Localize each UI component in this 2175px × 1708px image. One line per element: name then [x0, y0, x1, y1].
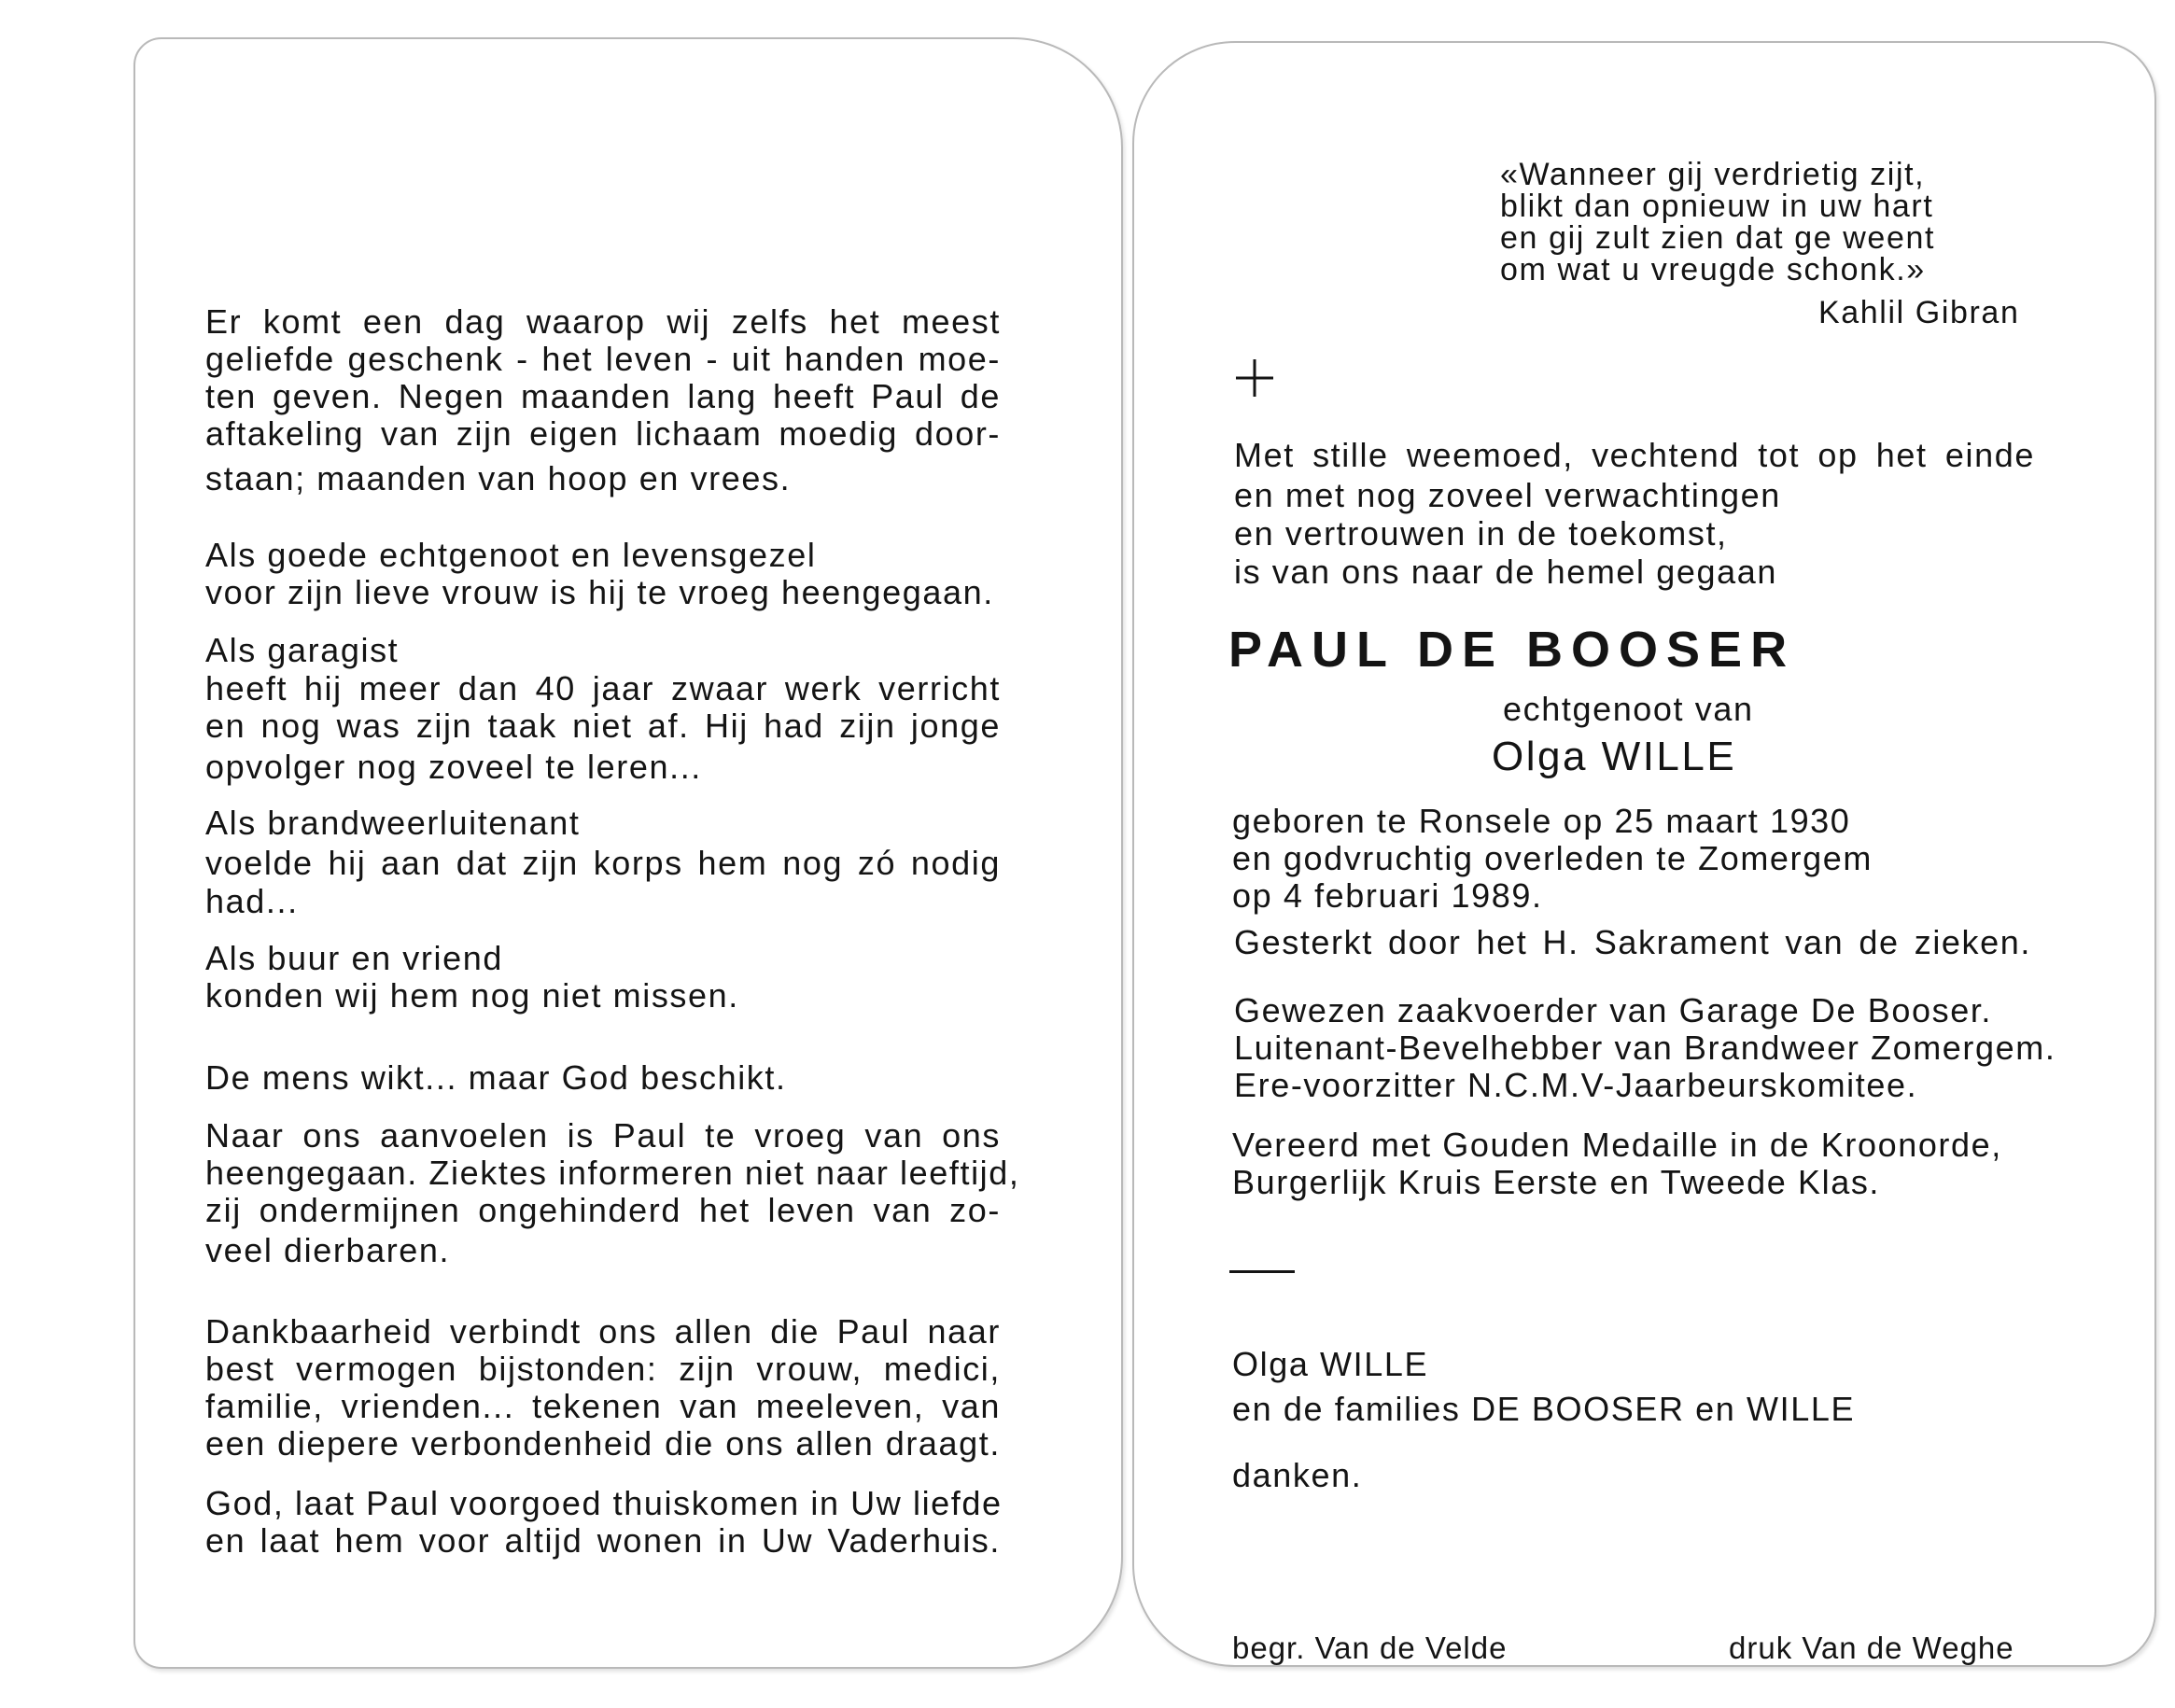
- text-line: is van ons naar de hemel gegaan: [1234, 553, 1777, 591]
- text-line: had...: [205, 882, 299, 920]
- text-line: Er komt een dag waarop wij zelfs het meest: [205, 302, 1001, 341]
- text-line: en gij zult zien dat ge weent: [1500, 220, 1936, 256]
- text-line: Als garagist: [205, 631, 400, 669]
- family-signature-1: Olga WILLE: [1232, 1345, 1429, 1383]
- paragraph-gratitude: [205, 1313, 1001, 1463]
- intro-text: [1234, 476, 1781, 591]
- cross-icon: [1234, 357, 1275, 399]
- honors-list: [1232, 1127, 2002, 1201]
- paragraph-neighbour: [205, 940, 739, 1015]
- text-line: God, laat Paul voorgoed thuiskomen in Uw liefde: [205, 1484, 1003, 1522]
- paragraph-firefighter: [205, 845, 1001, 882]
- text-line: best vermogen bijstonden: zijn vrouw, medici,: [205, 1350, 1001, 1388]
- spouse-name: Olga WILLE: [1492, 734, 1737, 779]
- roles-list: [1234, 992, 2056, 1104]
- text-line: en godvruchtig overleden te Zomergem: [1232, 839, 1873, 877]
- family-signature-2: en de families DE BOOSER en WILLE: [1232, 1390, 1856, 1428]
- paragraph-illness: [205, 303, 1001, 453]
- text-line: een diepere verbondenheid die ons allen draagt.: [205, 1424, 1001, 1463]
- paragraph-garagist: [205, 670, 1001, 745]
- text-line: Dankbaarheid verbindt ons allen die Paul naar: [205, 1312, 1001, 1351]
- text-line: Ere-voorzitter N.C.M.V-Jaarbeurskomitee.: [1234, 1066, 1918, 1104]
- text-line: «Wanneer gij verdrietig zijt,: [1500, 157, 1926, 192]
- paragraph-early-death: [205, 1116, 1020, 1229]
- paragraph-prayer: [205, 1485, 1001, 1560]
- text-line: en laat hem voor altijd wonen in Uw Vaderhuis.: [205, 1521, 1001, 1560]
- text-line: en met nog zoveel verwachtingen: [1234, 476, 1781, 514]
- text-line: en nog was zijn taak niet af. Hij had zijn jonge: [205, 707, 1001, 745]
- text-line: geboren te Ronsele op 25 maart 1930: [1232, 802, 1851, 840]
- text-line: Met stille weemoed, vechtend tot op het einde: [1234, 436, 2035, 474]
- undertaker-credit: begr. Van de Velde: [1232, 1631, 1508, 1665]
- text-line: staan; maanden van hoop en vrees.: [205, 459, 792, 497]
- text-line: Burgerlijk Kruis Eerste en Tweede Klas.: [1232, 1163, 1881, 1201]
- text-line: Gewezen zaakvoerder van Garage De Booser.: [1234, 991, 1993, 1029]
- life-dates: [1232, 803, 1873, 915]
- text-line: konden wij hem nog niet missen.: [205, 976, 739, 1015]
- spouse-label: echtgenoot van: [1503, 690, 1754, 728]
- text-line: Luitenant-Bevelhebber van Brandweer Zomergem.: [1234, 1029, 2056, 1067]
- paragraph-spouse: [205, 537, 994, 611]
- text-line: en vertrouwen in de toekomst,: [1234, 514, 1728, 553]
- text-line: familie, vrienden... tekenen van meeleven, van: [205, 1387, 1001, 1425]
- text-line: voor zijn lieve vrouw is hij te vroeg heengegaan.: [205, 573, 994, 611]
- text-line: heengegaan. Ziektes informeren niet naar leeftijd,: [205, 1154, 1020, 1192]
- text-line: opvolger nog zoveel te leren...: [205, 748, 702, 786]
- text-line: voelde hij aan dat zijn korps hem nog zó nodig: [205, 844, 1001, 882]
- text-line: aftakeling van zijn eigen lichaam moedig door-: [205, 414, 1001, 453]
- thanks-text: danken.: [1232, 1456, 1363, 1494]
- deceased-name: PAUL DE BOOSER: [1228, 622, 1796, 678]
- text-line: Naar ons aanvoelen is Paul te vroeg van ons: [205, 1116, 1001, 1155]
- text-line: heeft hij meer dan 40 jaar zwaar werk verricht: [205, 669, 1001, 707]
- text-line: Vereerd met Gouden Medaille in de Kroonorde,: [1232, 1126, 2002, 1164]
- text-line: geliefde geschenk - het leven - uit handen moe-: [205, 340, 1001, 378]
- sacrament-line: [1234, 924, 2031, 961]
- text-line: Gesterkt door het H. Sakrament van de zieken.: [1234, 923, 2031, 961]
- text-line: De mens wikt... maar God beschikt.: [205, 1058, 787, 1097]
- printer-credit: druk Van de Weghe: [1729, 1631, 2014, 1665]
- separator-dash: [1229, 1270, 1295, 1273]
- text-line: Als brandweerluitenant: [205, 804, 581, 842]
- text-line: zij ondermijnen ongehinderd het leven van zo-: [205, 1191, 1001, 1229]
- text-line: blikt dan opnieuw in uw hart: [1500, 189, 1934, 224]
- text-line: Als buur en vriend: [205, 939, 503, 977]
- text-line: op 4 februari 1989.: [1232, 876, 1543, 915]
- text-line: Als goede echtgenoot en levensgezel: [205, 536, 817, 574]
- text-line: om wat u vreugde schonk.»: [1500, 252, 1926, 287]
- quote-author: Kahlil Gibran: [1818, 295, 2020, 330]
- gibran-quote: [1500, 159, 1935, 286]
- text-line: veel dierbaren.: [205, 1231, 451, 1269]
- intro-first-line: [1234, 437, 2035, 474]
- text-line: ten geven. Negen maanden lang heeft Paul de: [205, 377, 1001, 415]
